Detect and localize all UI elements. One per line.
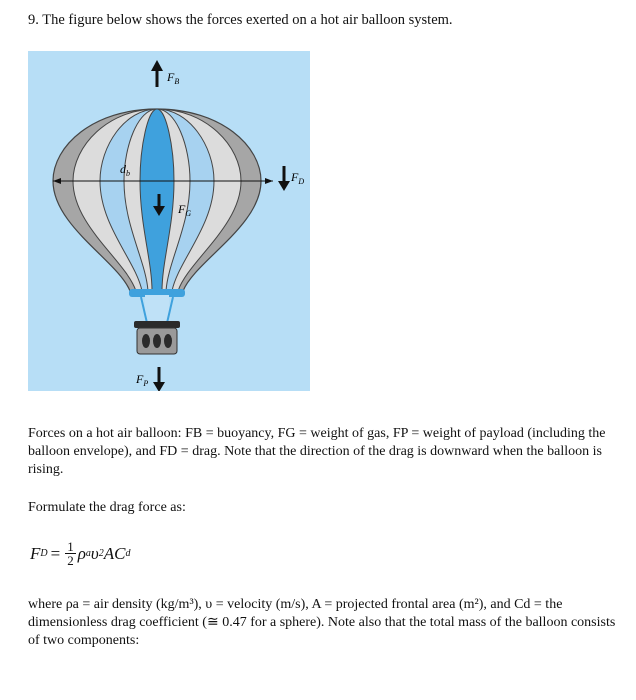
fg-label: $F_G$ [178,202,192,218]
question-title: 9. The figure below shows the forces exerted on a hot air balloon system. [28,12,453,28]
fd-label: $F_D$ [291,170,305,186]
basket-slot [164,334,172,348]
fb-label: $F_B$ [167,70,180,86]
fp-label: $F_P$ [136,372,149,388]
burner-area [145,295,169,323]
balloon-diagram [28,51,310,391]
eq-area: A [103,543,115,563]
drag-equation [30,540,130,567]
where-text: where ρa = air density (kg/m³), υ = velocity (m/s), A = projected frontal area (m²), and Cd = the dimensionless drag coefficient (≅ 0.47 for a sphere). Note also that the total mass of the balloon consists of two components: [28,597,616,648]
eq-equals: = [50,543,61,563]
eq-velocity: υ [90,543,99,563]
eq-numerator: 1 [67,539,74,554]
basket-slot [153,334,161,348]
eq-rho: ρ [77,543,86,563]
eq-lhs: F [30,543,41,563]
figure-caption: Forces on a hot air balloon: FB = buoyancy, FG = weight of gas, FP = weight of payload (including the balloon envelope), and FD = drag. Note that the direction of the drag is downward when the balloon is rising. [28,426,606,477]
eq-lhs-sub: D [40,548,48,559]
formulate-text: Formulate the drag force as: [28,500,186,515]
balloon-figure [28,51,310,391]
basket-rim [134,321,180,328]
db-label: $d_b$ [120,162,130,178]
eq-rho-sub: a [85,548,91,559]
eq-coeff-sub: d [125,548,131,559]
eq-velocity-sup: 2 [98,548,104,559]
basket-slot [142,334,150,348]
eq-denominator: 2 [67,553,74,568]
eq-coeff: C [114,543,126,563]
eq-fraction [65,540,76,567]
